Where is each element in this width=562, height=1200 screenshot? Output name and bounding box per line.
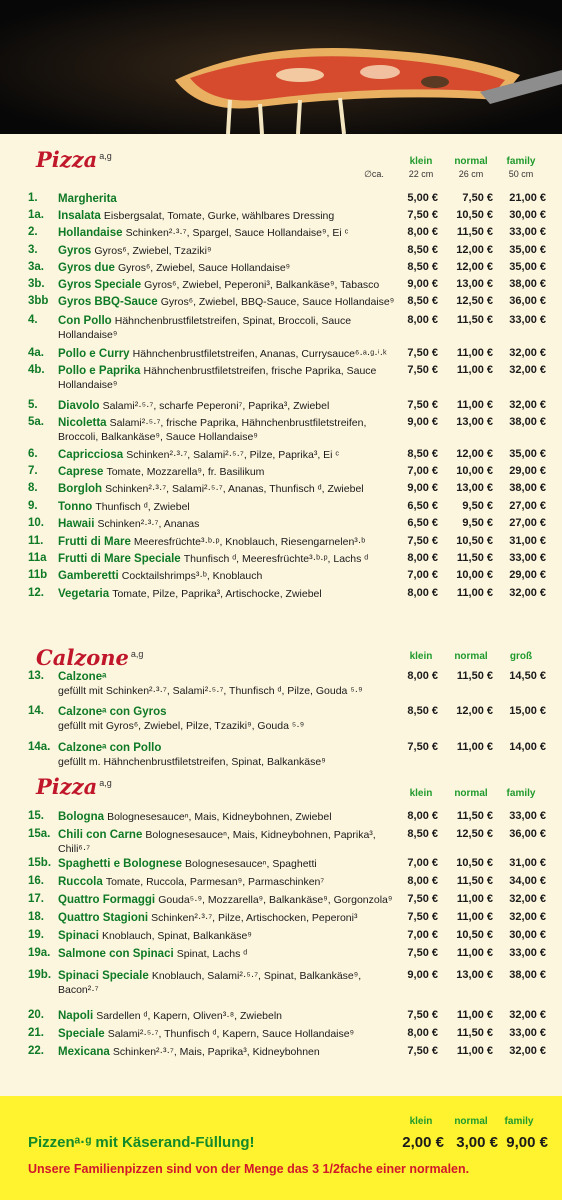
pizza-item-price-0: 7,50 € xyxy=(407,364,438,376)
pizza-item-price-0: 5,00 € xyxy=(407,192,438,204)
pizza-item-price-1: 12,00 € xyxy=(456,448,493,460)
pizza2-item-price-1: 11,00 € xyxy=(456,911,493,923)
pizza2-item-number: 15b. xyxy=(28,857,52,869)
pizza-item-name: Insalata xyxy=(58,210,101,222)
pizza2-item-number: 15. xyxy=(28,810,44,822)
pizza-item-price-0: 7,50 € xyxy=(407,535,438,547)
pizza2-item-price-0: 7,50 € xyxy=(407,911,438,923)
menu-board xyxy=(0,134,562,1096)
pizza-item-price-0: 6,50 € xyxy=(407,517,438,529)
pizza-item-number: 2. xyxy=(28,226,38,238)
offer-price-normal: 3,00 € xyxy=(456,1134,498,1151)
pizza-item-number: 8. xyxy=(28,482,38,494)
calzone-item-price-0: 8,00 € xyxy=(407,670,438,682)
pizza2-item-price-2: 32,00 € xyxy=(509,893,546,905)
size-label: ∅ca. xyxy=(364,169,384,179)
pizza-item-price-1: 9,50 € xyxy=(462,500,493,512)
pizza-item-ingredients: Schinken²·³·⁷, Salami²·⁵·⁷, Ananas, Thunfisch ᵈ, Zwiebel xyxy=(105,483,364,495)
calzone-item-name: Calzoneᵃ con Gyros xyxy=(58,706,167,718)
pizza-item-ingredients: Tomate, Mozzarella⁹, fr. Basilikum xyxy=(106,466,265,478)
pizza-item-description xyxy=(58,587,396,601)
footer-col-family: family xyxy=(504,1116,534,1127)
pizza-item-price-2: 30,00 € xyxy=(509,209,546,221)
calzone-item-description xyxy=(58,741,396,769)
pizza-item-number: 3b. xyxy=(28,278,45,290)
pizza-item-name: Hollandaise xyxy=(58,227,123,239)
pizza2-item-description xyxy=(58,911,396,925)
pizza2-item-number: 21. xyxy=(28,1027,44,1039)
pizza-item-price-2: 38,00 € xyxy=(509,416,546,428)
calzone-item-price-2: 14,00 € xyxy=(509,741,546,753)
pizza-item-number: 11a xyxy=(28,552,47,564)
pizza-item-price-1: 10,00 € xyxy=(456,465,493,477)
pizza2-item-price-2: 33,00 € xyxy=(509,810,546,822)
pizza2-item-name: Quattro Stagioni xyxy=(58,912,149,924)
pizza-item-price-2: 38,00 € xyxy=(509,278,546,290)
pizza-item-number: 5a. xyxy=(28,416,44,428)
pizza-item-number: 6. xyxy=(28,448,38,460)
pizza2-item-price-0: 7,50 € xyxy=(407,1045,438,1057)
pizza2-item-name: Spinaci xyxy=(58,930,99,942)
pizza2-item-price-1: 11,00 € xyxy=(456,947,493,959)
pizza-item-description xyxy=(58,295,396,309)
pizza2-item-ingredients: Bolognesesauceⁿ, Mais, Kidneybohnen, Zwiebel xyxy=(107,811,332,823)
pizza2-item-price-2: 33,00 € xyxy=(509,1027,546,1039)
pizza-item-price-1: 11,00 € xyxy=(456,347,493,359)
pizza-item-price-1: 12,00 € xyxy=(456,261,493,273)
pizza-item-name: Pollo e Paprika xyxy=(58,365,141,377)
pizza-section-title xyxy=(36,147,112,172)
pizza-item-ingredients: Eisbergsalat, Tomate, Gurke, wählbares Dressing xyxy=(103,210,335,222)
pizza2-section-title xyxy=(36,774,112,799)
pizza-item-price-1: 12,50 € xyxy=(456,295,493,307)
pizza2-item-number: 22. xyxy=(28,1045,44,1057)
pizza-item-name: Diavolo xyxy=(58,400,100,412)
pizza-item-description xyxy=(58,569,396,583)
pizza-item-price-0: 8,00 € xyxy=(407,314,438,326)
pizza2-item-number: 15a. xyxy=(28,828,51,840)
pizza2-item-price-2: 33,00 € xyxy=(509,947,546,959)
pizza-col-2: family xyxy=(506,156,536,167)
pizza2-item-price-1: 10,50 € xyxy=(456,929,493,941)
pizza-title-allergens: a,g xyxy=(99,151,112,161)
pizza-item-price-1: 11,00 € xyxy=(456,587,493,599)
pizza-item-description xyxy=(58,416,396,444)
hero-pizza-image xyxy=(0,0,562,134)
calzone-item-description xyxy=(58,705,396,733)
pizza-item-number: 11b xyxy=(28,569,48,581)
calzone-item-price-1: 12,00 € xyxy=(456,705,493,717)
pizza2-item-name: Ruccola xyxy=(58,876,103,888)
pizza-item-number: 11. xyxy=(28,535,44,547)
pizza2-item-price-2: 38,00 € xyxy=(509,969,546,981)
pizza-item-description xyxy=(58,465,396,479)
pizza-item-name: Capricciosa xyxy=(58,449,124,461)
pizza2-item-ingredients: Tomate, Ruccola, Parmesan⁹, Parmaschinken⁷ xyxy=(105,876,325,888)
pizza-item-price-2: 33,00 € xyxy=(509,314,546,326)
calzone-item-number: 13. xyxy=(28,670,44,682)
pizza-item-price-1: 13,00 € xyxy=(456,416,493,428)
pizza2-item-ingredients: Bolognesesauceⁿ, Spaghetti xyxy=(185,858,317,870)
pizza-item-ingredients: Hähnchenbrustfiletstreifen, Ananas, Currysauce⁶·ᵃ·ᵍ·ⁱ·ᵏ xyxy=(132,348,387,360)
pizza-item-description xyxy=(58,500,396,514)
pizza2-item-ingredients: Knoblauch, Spinat, Balkankäse⁹ xyxy=(101,930,252,942)
pizza-item-price-0: 7,50 € xyxy=(407,347,438,359)
calzone-item-ingredients: gefüllt mit Schinken²·³·⁷, Salami²·⁵·⁷, Thunfisch ᵈ, Pilze, Gouda ⁵·⁹ xyxy=(58,685,363,697)
pizza-item-price-0: 9,00 € xyxy=(407,482,438,494)
pizza-item-price-0: 6,50 € xyxy=(407,500,438,512)
pizza-item-price-0: 7,50 € xyxy=(407,209,438,221)
pizza2-item-description xyxy=(58,969,396,997)
pizza-item-description xyxy=(58,209,396,223)
pizza2-item-description xyxy=(58,875,396,889)
calzone-item-name: Calzoneᵃ con Pollo xyxy=(58,742,162,754)
calzone-col-1: normal xyxy=(454,651,488,662)
pizza-item-description xyxy=(58,278,396,292)
pizza-item-description xyxy=(58,399,396,413)
pizza2-col-0: klein xyxy=(409,788,433,799)
pizza-item-price-0: 9,00 € xyxy=(407,416,438,428)
pizza2-item-price-0: 8,50 € xyxy=(407,828,438,840)
calzone-item-price-0: 7,50 € xyxy=(407,741,438,753)
pizza-item-ingredients: Gyros⁶, Zwiebel, Peperoni³, Balkankäse⁹, Tabasco xyxy=(144,279,380,291)
pizza-item-ingredients: Thunfisch ᵈ, Meeresfrüchte³·ᵇ·ᵖ, Lachs ᵈ xyxy=(183,553,369,565)
pizza-item-name: Pollo e Curry xyxy=(58,348,130,360)
pizza2-item-price-1: 12,50 € xyxy=(456,828,493,840)
pizza-item-ingredients: Tomate, Pilze, Paprika³, Artischocke, Zwiebel xyxy=(112,588,322,600)
pizza2-col-1: normal xyxy=(454,788,488,799)
pizza-col-0: klein xyxy=(409,156,433,167)
pizza-item-ingredients: Meeresfrüchte³·ᵇ·ᵖ, Knoblauch, Riesengarnelen³·ᵇ xyxy=(133,536,366,548)
pizza2-item-number: 19. xyxy=(28,929,44,941)
pizza-item-name: Vegetaria xyxy=(58,588,110,600)
pizza-item-price-2: 32,00 € xyxy=(509,347,546,359)
pizza2-item-description xyxy=(58,810,396,824)
pizza-item-description xyxy=(58,517,396,531)
pizza-item-description xyxy=(58,364,396,392)
pizza2-col-2: family xyxy=(506,788,536,799)
pizza-item-price-1: 10,50 € xyxy=(456,209,493,221)
pizza2-item-number: 17. xyxy=(28,893,44,905)
pizza-item-price-0: 7,00 € xyxy=(407,465,438,477)
pizza-item-ingredients: Salami²·⁵·⁷, scharfe Peperoni⁷, Paprika³, Zwiebel xyxy=(102,400,330,412)
pizza2-item-description xyxy=(58,1045,396,1059)
pizza-item-ingredients: Gyros⁶, Zwiebel, Tzaziki⁹ xyxy=(94,245,212,257)
calzone-item-price-2: 14,50 € xyxy=(509,670,546,682)
pizza2-item-description xyxy=(58,1009,396,1023)
pizza-item-name: Gyros due xyxy=(58,262,115,274)
pizza-item-description xyxy=(58,261,396,275)
pizza2-item-price-0: 7,50 € xyxy=(407,893,438,905)
calzone-item-ingredients: gefüllt m. Hähnchenbrustfiletstreifen, Spinat, Balkankäse⁹ xyxy=(58,756,326,768)
pizza-item-price-1: 10,00 € xyxy=(456,569,493,581)
pizza-item-description xyxy=(58,535,396,549)
calzone-item-number: 14a. xyxy=(28,741,51,753)
offer-text: Pizzenᵃ·ᵍ mit Käserand-Füllung! xyxy=(28,1134,255,1151)
pizza-item-name: Caprese xyxy=(58,466,104,478)
pizza-item-name: Hawaii xyxy=(58,518,95,530)
pizza-item-description xyxy=(58,226,396,240)
pizza-item-description xyxy=(58,552,396,566)
pizza-item-price-1: 11,50 € xyxy=(456,226,493,238)
pizza2-item-description xyxy=(58,929,396,943)
footer-col-klein: klein xyxy=(409,1116,433,1127)
pizza2-item-price-0: 7,50 € xyxy=(407,1009,438,1021)
pizza2-title-text: Pizza xyxy=(36,774,98,799)
pizza2-item-number: 20. xyxy=(28,1009,44,1021)
pizza-item-price-0: 8,50 € xyxy=(407,244,438,256)
pizza-item-ingredients: Schinken²·³·⁷, Salami²·⁵·⁷, Pilze, Paprika³, Ei ᶜ xyxy=(126,449,340,461)
pizza-item-number: 12. xyxy=(28,587,44,599)
footer-col-normal: normal xyxy=(454,1116,488,1127)
pizza2-item-ingredients: Bolognesesauceⁿ, Mais, Kidneybohnen, Paprika³, Chili⁶·⁷ xyxy=(58,829,376,855)
pizza-item-price-2: 32,00 € xyxy=(509,364,546,376)
pizza2-item-price-2: 36,00 € xyxy=(509,828,546,840)
pizza-item-ingredients: Schinken²·³·⁷, Ananas xyxy=(97,518,200,530)
pizza-col-size-2: 50 cm xyxy=(508,169,534,179)
pizza-item-price-1: 13,00 € xyxy=(456,482,493,494)
pizza-item-price-0: 8,50 € xyxy=(407,295,438,307)
pizza2-item-description xyxy=(58,857,396,871)
pizza-item-price-2: 35,00 € xyxy=(509,244,546,256)
family-size-note: Unsere Familienpizzen sind von der Menge das 3 1/2fache einer normalen. xyxy=(28,1162,470,1176)
pizza-item-price-1: 11,00 € xyxy=(456,364,493,376)
pizza-item-description xyxy=(58,244,396,258)
pizza2-item-name: Quattro Formaggi xyxy=(58,894,156,906)
pizza-item-number: 3. xyxy=(28,244,38,256)
pizza-item-name: Frutti di Mare Speciale xyxy=(58,553,181,565)
pizza-item-price-1: 13,00 € xyxy=(456,278,493,290)
pizza-item-price-0: 8,50 € xyxy=(407,448,438,460)
pizza-item-name: Tonno xyxy=(58,501,93,513)
pizza-item-description xyxy=(58,192,396,206)
offer-price-klein: 2,00 € xyxy=(402,1134,444,1151)
pizza2-item-ingredients: Salami²·⁵·⁷, Thunfisch ᵈ, Kapern, Sauce Hollandaise⁹ xyxy=(107,1028,355,1040)
pizza-item-name: Gamberetti xyxy=(58,570,119,582)
offer-price-family: 9,00 € xyxy=(506,1134,548,1151)
pizza-item-ingredients: Salami²·⁵·⁷, frische Paprika, Hähnchenbrustfiletstreifen, Broccoli, Balkankäse⁹, Sauce Hollandaise⁹ xyxy=(58,417,367,443)
pizza2-item-price-1: 10,50 € xyxy=(456,857,493,869)
pizza-item-description xyxy=(58,347,396,361)
pizza2-title-allergens: a,g xyxy=(99,778,112,788)
pizza2-item-price-1: 11,00 € xyxy=(456,1045,493,1057)
pizza2-item-number: 19a. xyxy=(28,947,51,959)
pizza-item-ingredients: Gyros⁶, Zwiebel, Sauce Hollandaise⁹ xyxy=(117,262,291,274)
pizza2-item-number: 18. xyxy=(28,911,44,923)
calzone-title-text: Calzone xyxy=(36,645,129,670)
pizza2-item-description xyxy=(58,893,396,907)
pizza2-item-ingredients: Knoblauch, Salami²·⁵·⁷, Spinat, Balkankäse⁹, Bacon²·⁷ xyxy=(58,970,362,996)
pizza-item-name: Gyros Speciale xyxy=(58,279,142,291)
pizza2-item-price-2: 32,00 € xyxy=(509,911,546,923)
pizza-item-price-1: 11,00 € xyxy=(456,399,493,411)
pizza2-item-price-1: 11,00 € xyxy=(456,1009,493,1021)
calzone-item-price-1: 11,50 € xyxy=(456,670,493,682)
pizza-item-number: 7. xyxy=(28,465,38,477)
pizza-item-price-0: 8,00 € xyxy=(407,552,438,564)
pizza-item-price-2: 35,00 € xyxy=(509,261,546,273)
pizza2-item-description xyxy=(58,1027,396,1041)
pizza2-item-price-2: 30,00 € xyxy=(509,929,546,941)
pizza2-item-name: Napoli xyxy=(58,1010,94,1022)
pizza-item-price-1: 12,00 € xyxy=(456,244,493,256)
pizza-item-number: 1. xyxy=(28,192,38,204)
pizza2-item-ingredients: Spinat, Lachs ᵈ xyxy=(176,948,248,960)
pizza-item-name: Gyros BBQ-Sauce xyxy=(58,296,158,308)
pizza2-item-name: Speciale xyxy=(58,1028,105,1040)
pizza-item-price-2: 32,00 € xyxy=(509,587,546,599)
pizza-item-description xyxy=(58,448,396,462)
pizza-item-price-2: 29,00 € xyxy=(509,465,546,477)
pizza-item-number: 5. xyxy=(28,399,38,411)
pizza-item-price-0: 7,50 € xyxy=(407,399,438,411)
calzone-section-title xyxy=(36,645,143,670)
pizza-item-number: 4a. xyxy=(28,347,44,359)
pizza-item-number: 4b. xyxy=(28,364,45,376)
pizza2-item-price-0: 7,00 € xyxy=(407,857,438,869)
pizza-item-ingredients: Gyros⁶, Zwiebel, BBQ-Sauce, Sauce Hollandaise⁹ xyxy=(160,296,395,308)
pizza-item-name: Frutti di Mare xyxy=(58,536,131,548)
pizza-item-name: Con Pollo xyxy=(58,315,112,327)
pizza2-item-price-0: 9,00 € xyxy=(407,969,438,981)
pizza-title-text: Pizza xyxy=(36,147,98,172)
pizza-item-price-2: 31,00 € xyxy=(509,535,546,547)
calzone-item-price-2: 15,00 € xyxy=(509,705,546,717)
pizza-item-description xyxy=(58,482,396,496)
pizza-item-price-1: 7,50 € xyxy=(462,192,493,204)
pizza2-item-price-2: 32,00 € xyxy=(509,1009,546,1021)
pizza-item-name: Gyros xyxy=(58,245,92,257)
pizza-item-price-2: 33,00 € xyxy=(509,552,546,564)
calzone-item-description xyxy=(58,670,396,698)
pizza-item-ingredients: Hähnchenbrustfiletstreifen, Spinat, Broccoli, Sauce Hollandaise⁹ xyxy=(58,315,352,341)
pizza2-item-price-1: 11,50 € xyxy=(456,810,493,822)
pizza-col-size-1: 26 cm xyxy=(458,169,484,179)
pizza2-item-price-0: 8,00 € xyxy=(407,1027,438,1039)
pizza-item-price-2: 29,00 € xyxy=(509,569,546,581)
pizza-item-price-2: 35,00 € xyxy=(509,448,546,460)
pizza-item-ingredients: Thunfisch ᵈ, Zwiebel xyxy=(95,501,190,513)
pizza-item-number: 9. xyxy=(28,500,38,512)
calzone-item-ingredients: gefüllt mit Gyros⁶, Zwiebel, Pilze, Tzaziki⁹, Gouda ⁵·⁹ xyxy=(58,720,305,732)
pizza2-item-description xyxy=(58,947,396,961)
pizza-item-price-2: 38,00 € xyxy=(509,482,546,494)
pizza-item-price-2: 21,00 € xyxy=(509,192,546,204)
pizza-item-price-0: 8,00 € xyxy=(407,226,438,238)
pizza2-item-ingredients: Sardellen ᵈ, Kapern, Oliven³·⁸, Zwiebeln xyxy=(96,1010,283,1022)
pizza-item-name: Nicoletta xyxy=(58,417,107,429)
pizza-item-price-0: 9,00 € xyxy=(407,278,438,290)
calzone-item-name: Calzoneᵃ xyxy=(58,671,107,683)
pizza-item-price-2: 32,00 € xyxy=(509,399,546,411)
cheese-crust-offer xyxy=(0,1096,562,1200)
pizza2-item-price-2: 34,00 € xyxy=(509,875,546,887)
pizza2-item-name: Mexicana xyxy=(58,1046,110,1058)
pizza-item-ingredients: Cocktailshrimps³·ᵇ, Knoblauch xyxy=(121,570,263,582)
calzone-item-number: 14. xyxy=(28,705,44,717)
calzone-title-allergens: a,g xyxy=(130,649,144,659)
calzone-item-price-1: 11,00 € xyxy=(456,741,493,753)
pizza-item-ingredients: Schinken²·³·⁷, Spargel, Sauce Hollandaise⁹, Ei ᶜ xyxy=(125,227,349,239)
calzone-col-2: groß xyxy=(509,651,533,662)
pizza-col-1: normal xyxy=(454,156,488,167)
pizza2-item-price-1: 13,00 € xyxy=(456,969,493,981)
pizza2-item-name: Chili con Carne xyxy=(58,829,143,841)
pizza2-item-price-2: 32,00 € xyxy=(509,1045,546,1057)
pizza2-item-name: Salmone con Spinaci xyxy=(58,948,174,960)
pizza2-item-ingredients: Schinken²·³·⁷, Pilze, Artischocken, Peperoni³ xyxy=(151,912,358,924)
pizza-item-price-2: 33,00 € xyxy=(509,226,546,238)
pizza2-item-price-1: 11,50 € xyxy=(456,875,493,887)
pizza2-item-number: 19b. xyxy=(28,969,52,981)
pizza-item-name: Borgloh xyxy=(58,483,103,495)
pizza-item-number: 3a. xyxy=(28,261,44,273)
pizza-item-price-1: 11,50 € xyxy=(456,314,493,326)
pizza-item-price-0: 8,50 € xyxy=(407,261,438,273)
pizza-item-number: 1a. xyxy=(28,209,44,221)
pizza-item-price-0: 7,00 € xyxy=(407,569,438,581)
pizza2-item-name: Spaghetti e Bolognese xyxy=(58,858,182,870)
pizza2-item-price-0: 7,50 € xyxy=(407,947,438,959)
pizza-item-number: 4. xyxy=(28,314,38,326)
pizza2-item-ingredients: Gouda⁵·⁹, Mozzarella⁹, Balkankäse⁹, Gorgonzola⁹ xyxy=(158,894,393,906)
pizza-item-price-1: 10,50 € xyxy=(456,535,493,547)
pizza2-item-price-0: 8,00 € xyxy=(407,810,438,822)
pizza-item-price-2: 36,00 € xyxy=(509,295,546,307)
pizza2-item-description xyxy=(58,828,396,856)
pizza-item-price-1: 11,50 € xyxy=(456,552,493,564)
pizza2-item-price-2: 31,00 € xyxy=(509,857,546,869)
pizza-item-number: 10. xyxy=(28,517,44,529)
pizza-item-price-1: 9,50 € xyxy=(462,517,493,529)
pizza-item-number: 3bb xyxy=(28,295,49,307)
pizza-col-size-0: 22 cm xyxy=(408,169,434,179)
pizza2-item-price-1: 11,00 € xyxy=(456,893,493,905)
calzone-item-price-0: 8,50 € xyxy=(407,705,438,717)
calzone-col-0: klein xyxy=(409,651,433,662)
pizza2-item-number: 16. xyxy=(28,875,44,887)
pizza-item-price-2: 27,00 € xyxy=(509,517,546,529)
pizza2-item-price-0: 7,00 € xyxy=(407,929,438,941)
pizza-item-description xyxy=(58,314,396,342)
pizza2-item-price-0: 8,00 € xyxy=(407,875,438,887)
pizza2-item-ingredients: Schinken²·³·⁷, Mais, Paprika³, Kidneybohnen xyxy=(112,1046,320,1058)
pizza2-item-name: Spinaci Speciale xyxy=(58,970,149,982)
pizza-item-name: Margherita xyxy=(58,193,117,205)
pizza-item-price-2: 27,00 € xyxy=(509,500,546,512)
pizza-item-price-0: 8,00 € xyxy=(407,587,438,599)
pizza2-item-name: Bologna xyxy=(58,811,104,823)
pizza2-item-price-1: 11,50 € xyxy=(456,1027,493,1039)
pizza-item-ingredients: Hähnchenbrustfiletstreifen, frische Paprika, Sauce Hollandaise⁹ xyxy=(58,365,377,391)
